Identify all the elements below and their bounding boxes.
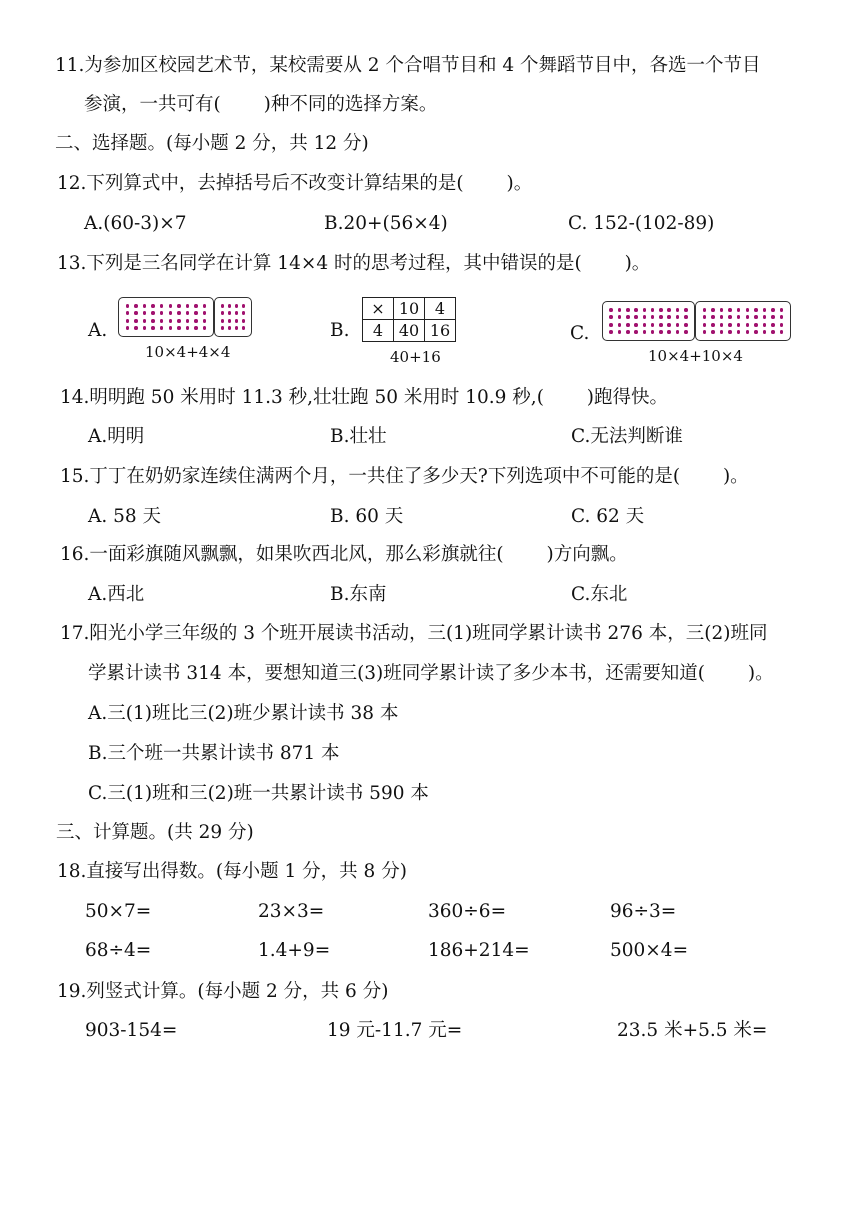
q13-option-c-label: C.: [570, 323, 590, 344]
q14-option-a: A.明明: [88, 426, 145, 447]
q15-option-b: B. 60 天: [330, 506, 404, 527]
q12-option-b: B.20+(56×4): [324, 213, 448, 234]
grid-cell: ×: [363, 298, 394, 320]
q15-stem: 15.丁丁在奶奶家连续住满两个月，一共住了多少天?下列选项中不可能的是( )。: [60, 466, 749, 487]
q13-option-b-label: B.: [330, 320, 350, 341]
q19-item: 903-154=: [85, 1020, 178, 1041]
q12-stem: 12.下列算式中，去掉括号后不改变计算结果的是( )。: [57, 173, 533, 194]
q19-stem: 19.列竖式计算。(每小题 2 分，共 6 分): [57, 981, 389, 1002]
q14-option-c: C.无法判断谁: [571, 426, 683, 447]
q17-option-b: B.三个班一共累计读书 871 本: [88, 743, 340, 764]
grid-cell: 4: [425, 298, 456, 320]
q13-option-b-multiplication-grid: [362, 297, 456, 342]
q14-option-b: B.壮壮: [330, 426, 387, 447]
dot-box-10x4: [602, 301, 695, 341]
q18-item: 68÷4=: [85, 940, 152, 961]
q13-option-a-caption: 10×4+4×4: [145, 343, 231, 361]
q16-option-b: B.东南: [330, 584, 387, 605]
q19-item: 23.5 米+5.5 米=: [617, 1020, 768, 1041]
q16-option-c: C.东北: [571, 584, 628, 605]
q11-line2: 参演，一共可有( )种不同的选择方案。: [84, 94, 438, 115]
q18-item: 96÷3=: [610, 901, 677, 922]
q17-option-c: C.三(1)班和三(2)班一共累计读书 590 本: [88, 783, 429, 804]
grid-cell: 10: [394, 298, 425, 320]
q14-stem: 14.明明跑 50 米用时 11.3 秒,壮壮跑 50 米用时 10.9 秒,( )跑得快。: [60, 387, 669, 408]
q12-option-a: A.(60-3)×7: [84, 213, 187, 234]
q12-option-c: C. 152-(102-89): [568, 213, 715, 234]
grid-cell: 40: [394, 320, 425, 342]
q11-line1: 11.为参加区校园艺术节，某校需要从 2 个合唱节目和 4 个舞蹈节目中，各选一个节目: [55, 55, 761, 76]
q17-line2: 学累计读书 314 本，要想知道三(3)班同学累计读了多少本书，还需要知道( )。: [88, 663, 774, 684]
q13-option-a-dot-array: [118, 297, 253, 339]
grid-cell: 16: [425, 320, 456, 342]
q17-option-a: A.三(1)班比三(2)班少累计读书 38 本: [88, 703, 399, 724]
q13-option-c-caption: 10×4+10×4: [648, 347, 743, 365]
q16-stem: 16.一面彩旗随风飘飘，如果吹西北风，那么彩旗就往( )方向飘。: [60, 544, 628, 565]
q15-option-c: C. 62 天: [571, 506, 645, 527]
q18-item: 186+214=: [428, 940, 530, 961]
q13-option-a-label: A.: [88, 320, 108, 341]
q13-option-c-dot-array: [602, 301, 791, 343]
dot-box-10x4: [695, 301, 791, 341]
q18-item: 1.4+9=: [258, 940, 331, 961]
q18-stem: 18.直接写出得数。(每小题 1 分，共 8 分): [57, 861, 407, 882]
q18-item: 23×3=: [258, 901, 325, 922]
q17-line1: 17.阳光小学三年级的 3 个班开展读书活动，三(1)班同学累计读书 276 本，三(2)班同: [60, 623, 768, 644]
q16-option-a: A.西北: [88, 584, 145, 605]
section-3-heading: 三、计算题。(共 29 分): [56, 822, 254, 843]
grid-cell: 4: [363, 320, 394, 342]
q13-option-b-caption: 40+16: [390, 348, 441, 366]
q13-stem: 13.下列是三名同学在计算 14×4 时的思考过程，其中错误的是( )。: [57, 253, 651, 274]
dot-box-4x4: [214, 297, 252, 337]
q15-option-a: A. 58 天: [88, 506, 162, 527]
q19-item: 19 元-11.7 元=: [327, 1020, 463, 1041]
section-2-heading: 二、选择题。(每小题 2 分，共 12 分): [55, 133, 369, 154]
q18-item: 500×4=: [610, 940, 689, 961]
dot-box-10x4: [118, 297, 214, 337]
q18-item: 360÷6=: [428, 901, 507, 922]
q18-item: 50×7=: [85, 901, 152, 922]
